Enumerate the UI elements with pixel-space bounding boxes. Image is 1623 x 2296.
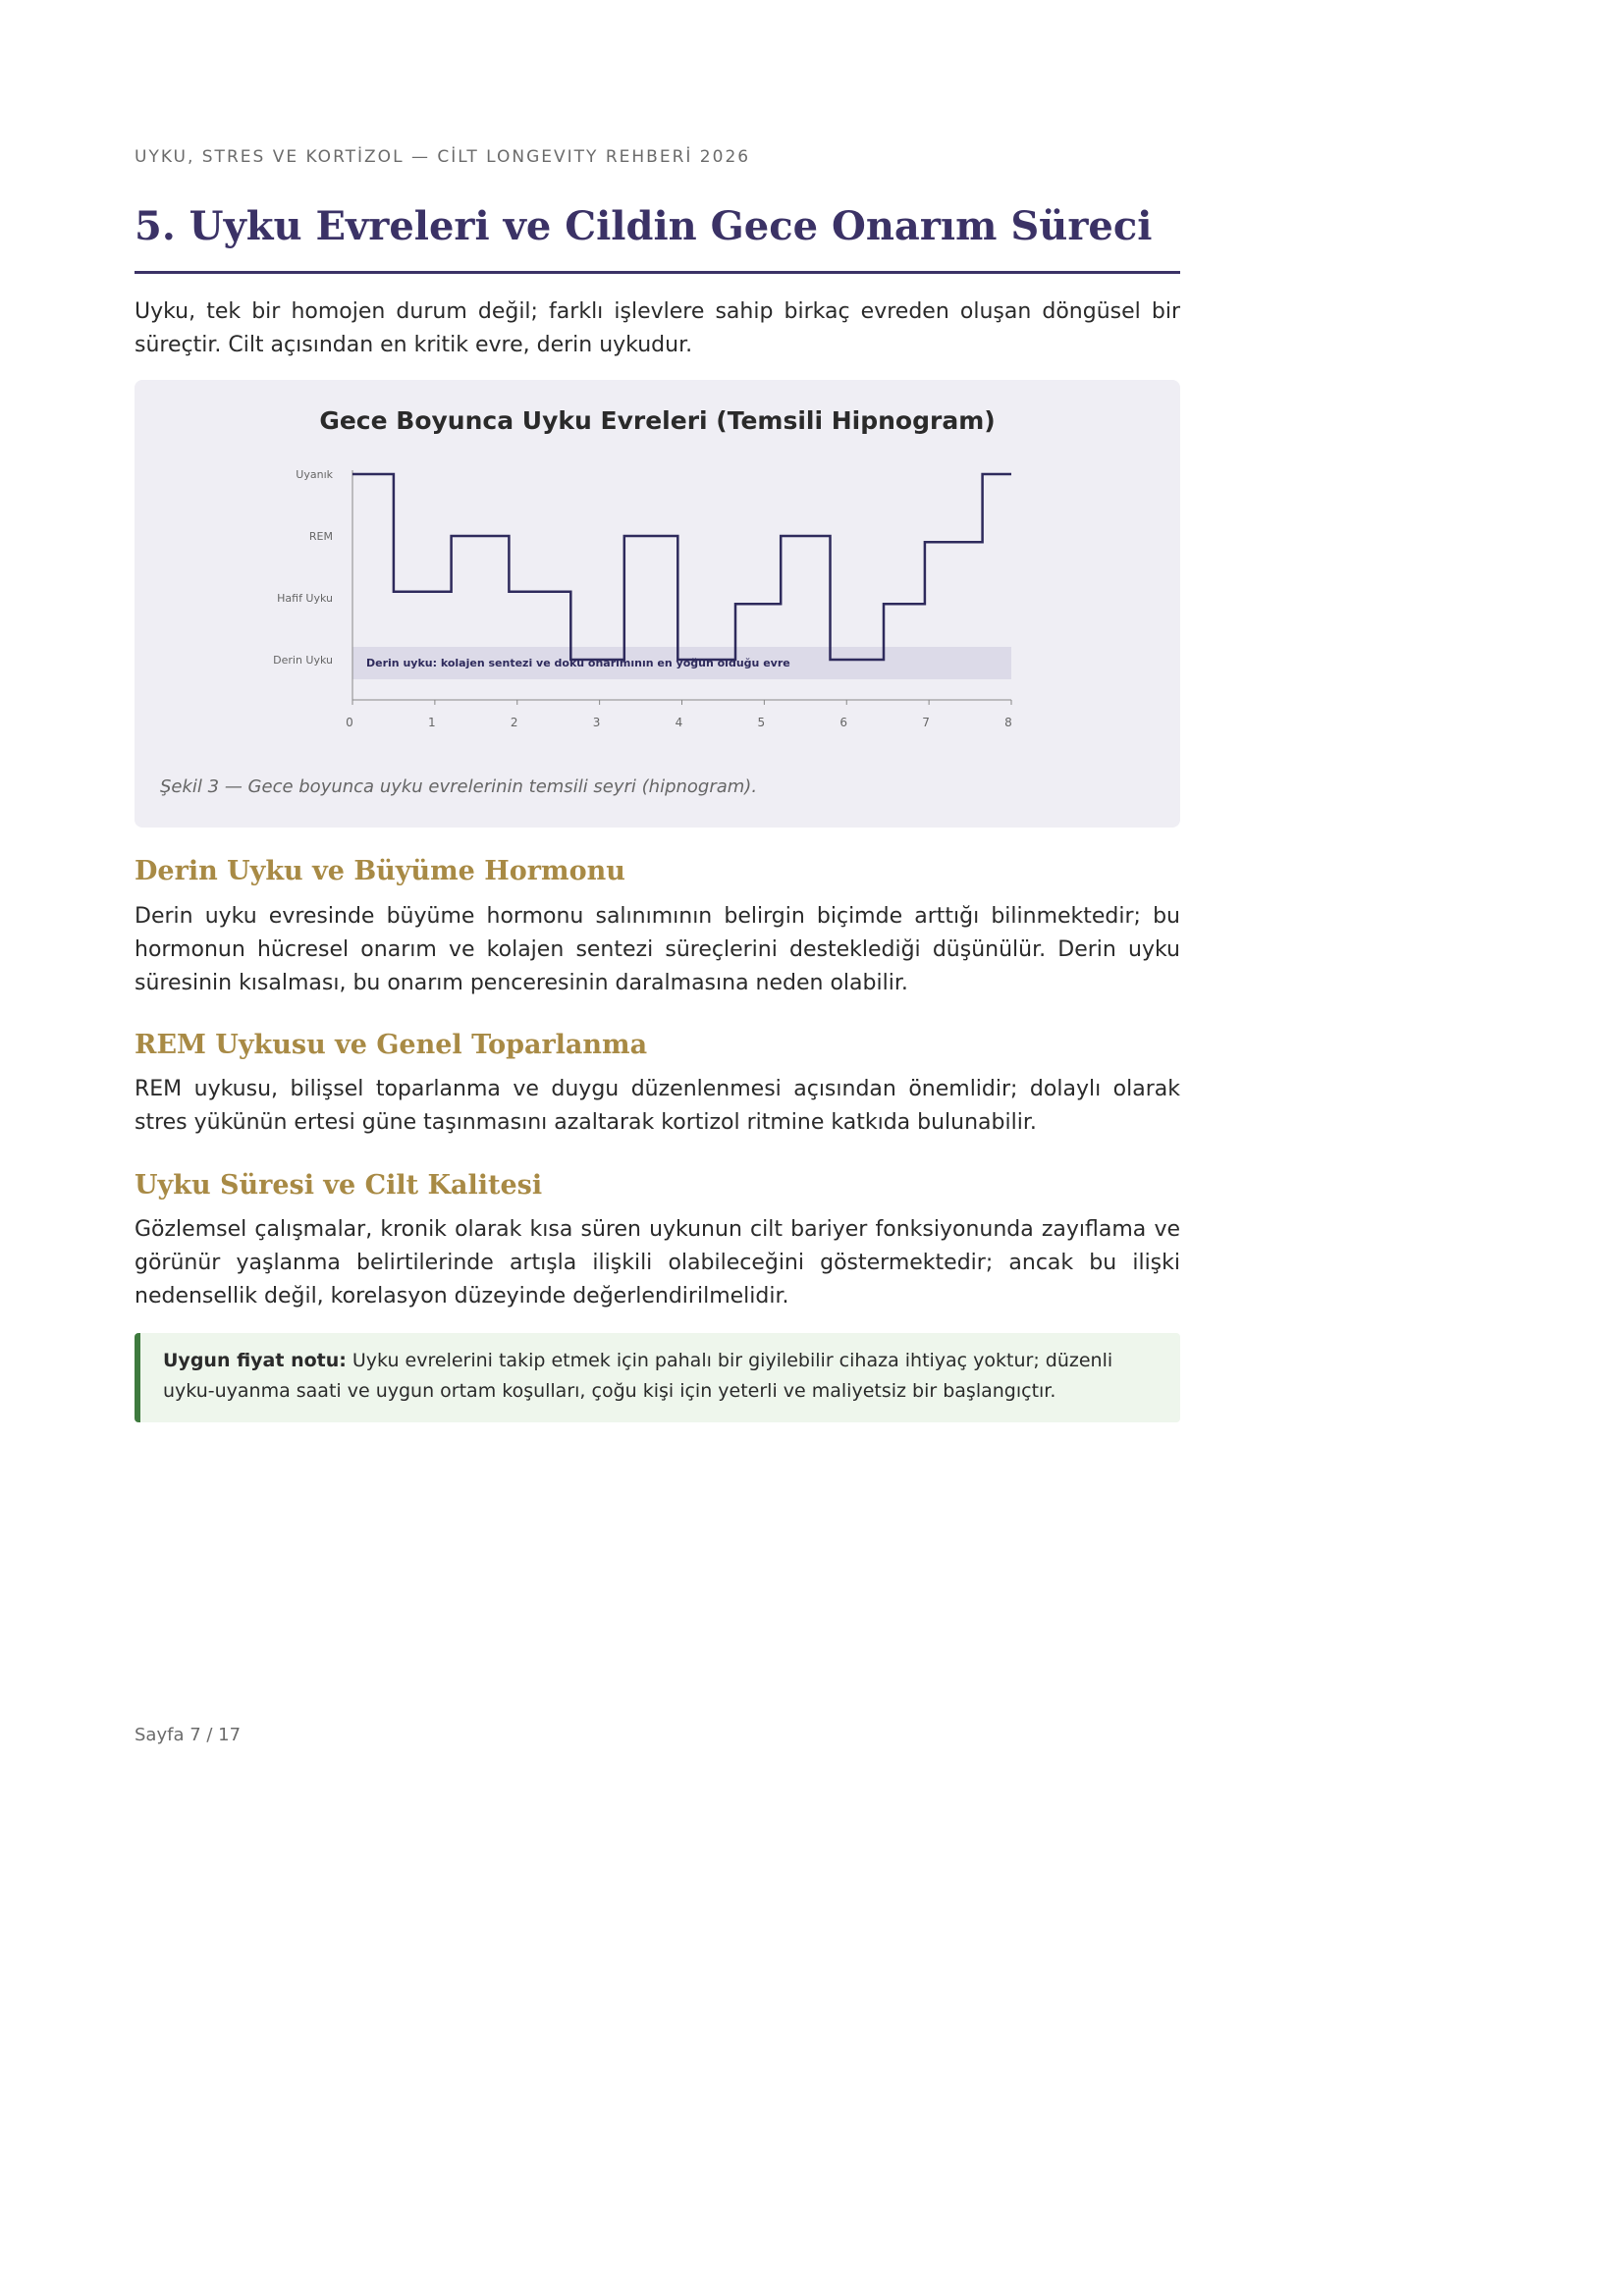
y-tick-label: REM xyxy=(308,530,333,543)
note-text xyxy=(163,1346,1164,1407)
chart-title: Gece Boyunca Uyku Evreleri (Temsili Hipnogram) xyxy=(319,406,996,435)
intro-paragraph: Uyku, tek bir homojen durum değil; farklı işlevlere sahip birkaç evreden oluşan döngüsel bir süreçtir. Cilt açısından en kritik evre, derin uykudur. xyxy=(135,299,1180,357)
x-tick-label: 0 xyxy=(346,716,353,729)
running-header: UYKU, STRES VE KORTİZOL — CİLT LONGEVITY REHBERİ 2026 xyxy=(135,147,751,167)
x-tick-label: 5 xyxy=(757,716,766,729)
note-label: Uygun fiyat notu: xyxy=(163,1350,347,1371)
y-tick-label: Derin Uyku xyxy=(273,654,333,667)
section-text-deep-sleep: Derin uyku evresinde büyüme hormonu salınımının belirgin biçimde arttığı bilinmektedir; bu hormonun hücresel onarım ve kolajen sentezi süreçlerini desteklediği düşünülür. Derin uyku süresinin kısalması, bu onarım penceresinin daralmasına neden olabilir. xyxy=(135,904,1180,995)
x-tick-label: 3 xyxy=(592,716,601,729)
note-body: Uyku evrelerini takip etmek için pahalı bir giyilebilir cihaza ihtiyaç yoktur; düzenli uyku-uyanma saati ve uygun ortam koşulları, çoğu kişi için yeterli ve maliyetsiz bir başlangıçtır. xyxy=(163,1350,1113,1402)
hypnogram-line xyxy=(352,474,1011,660)
title-divider xyxy=(135,271,1180,274)
section-text-rem: REM uykusu, bilişsel toparlanma ve duygu düzenlenmesi açısından önemlidir; dolaylı olarak stres yükünün ertesi güne taşınmasını azaltarak kortizol ritmine katkıda bulunabilir. xyxy=(135,1077,1180,1135)
x-tick-label: 7 xyxy=(922,716,930,729)
section-heading-duration: Uyku Süresi ve Cilt Kalitesi xyxy=(135,1170,543,1201)
section-heading-deep-sleep: Derin Uyku ve Büyüme Hormonu xyxy=(135,856,625,886)
y-tick-label: Uyanık xyxy=(296,468,333,481)
hypnogram-figure xyxy=(135,380,1180,828)
section-text-duration: Gözlemsel çalışmalar, kronik olarak kısa süren uykunun cilt bariyer fonksiyonunda zayıflama ve görünür yaşlanma belirtilerinde artışla ilişkili olabileceğini göstermektedir; ancak bu ilişki nedensellik değil, korelasyon düzeyinde değerlendirilmelidir. xyxy=(135,1217,1180,1308)
deep-sleep-band-label: Derin uyku: kolajen sentezi ve doku onarımının en yoğun olduğu evre xyxy=(366,657,790,669)
y-tick-label: Hafif Uyku xyxy=(277,592,333,605)
page-number: Sayfa 7 / 17 xyxy=(135,1725,242,1745)
x-tick-label: 4 xyxy=(675,716,683,729)
affordable-price-note xyxy=(135,1333,1180,1422)
figure-caption: Şekil 3 — Gece boyunca uyku evrelerinin temsili seyri (hipnogram). xyxy=(160,776,758,797)
page-title: 5. Uyku Evreleri ve Cildin Gece Onarım Süreci xyxy=(135,203,1153,249)
x-tick-label: 6 xyxy=(839,716,848,729)
x-tick-label: 1 xyxy=(428,716,436,729)
section-heading-rem: REM Uykusu ve Genel Toparlanma xyxy=(135,1030,648,1060)
x-tick-label: 2 xyxy=(510,716,518,729)
hypnogram-chart xyxy=(135,380,1180,773)
x-tick-label: 8 xyxy=(1004,716,1012,729)
